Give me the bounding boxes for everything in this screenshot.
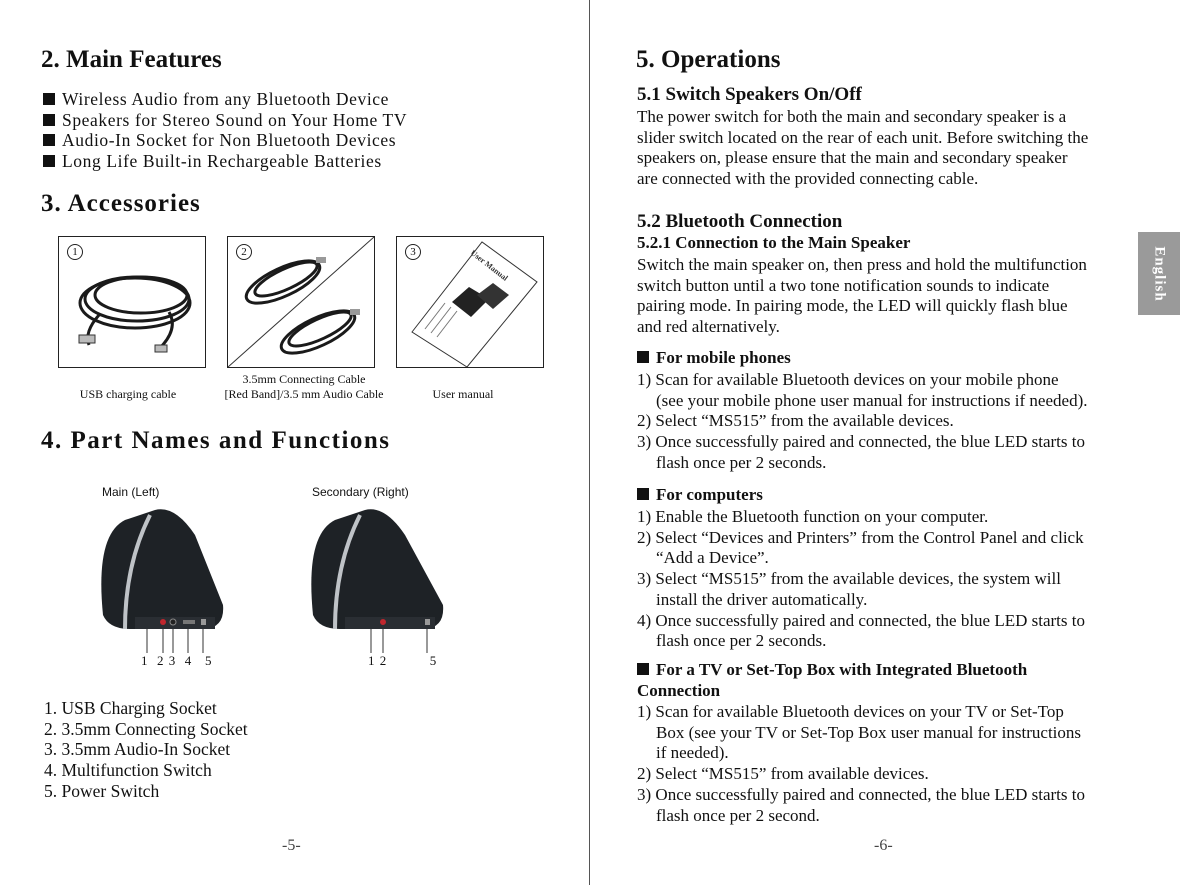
manual-cover-text: User Manual (468, 248, 510, 283)
accessory-number: 2 (236, 244, 252, 260)
accessory-number: 1 (67, 244, 83, 260)
part-item: 4. Multifunction Switch (44, 760, 212, 780)
feature-item: Speakers for Stereo Sound on Your Home TV (43, 110, 407, 131)
section-5-1-title: 5.1 Switch Speakers On/Off (637, 84, 862, 105)
square-bullet-icon (637, 351, 649, 363)
section-5-2-1-text: Switch the main speaker on, then press and hold the multifunction switch button until a two tone notification sounds to indicate pairing mode. In pairing mode, the LED will quickly flash blue and red alternatively. (637, 255, 1087, 337)
feature-item: Long Life Built-in Rechargeable Batteries (43, 151, 382, 172)
tv-heading: For a TV or Set-Top Box with Integrated Bluetooth (637, 660, 1027, 680)
accessory-number: 3 (405, 244, 421, 260)
page-number-right: -6- (874, 837, 893, 854)
accessory-usb-cable-image (58, 236, 206, 368)
part-item: 5. Power Switch (44, 781, 160, 801)
square-bullet-icon (43, 93, 55, 105)
accessory-connecting-cable-image (227, 236, 375, 368)
accessory-caption: USB charging cable (79, 387, 177, 401)
language-tab: English (1138, 232, 1180, 315)
square-bullet-icon (637, 663, 649, 675)
main-part-numbers: 1 2 3 4 5 (141, 653, 213, 668)
part-names-title: 4. Part Names and Functions (41, 427, 391, 454)
feature-item: Wireless Audio from any Bluetooth Device (43, 89, 389, 110)
secondary-speaker-image (305, 505, 455, 655)
usb-cable-icon (59, 237, 205, 367)
accessory-caption: User manual (432, 387, 494, 401)
square-bullet-icon (43, 134, 55, 146)
section-5-1-text: The power switch for both the main and secondary speaker is a slider switch located on the rear of each unit. Before switching the speakers on, please ensure that the main and secondary speaker are connected with the provided connecting cable. (637, 107, 1089, 189)
speaker-secondary-label: Secondary (Right) (312, 485, 409, 499)
computers-steps: 1) Enable the Bluetooth function on your computer. 2) Select “Devices and Printers” from the Control Panel and click “Add a Device”. 3) Select “MS515” from the available devices, the system will install the driver automatically. 4) Once successfully paired and connected, the blue LED starts to flash once per 2 seconds. (637, 507, 1085, 651)
part-item: 1. USB Charging Socket (44, 698, 217, 718)
section-5-2-title: 5.2 Bluetooth Connection (637, 211, 843, 232)
main-speaker-image (95, 505, 235, 655)
secondary-part-numbers: 1 2 5 (368, 653, 438, 668)
page-divider (589, 0, 590, 885)
page-number-left: -5- (282, 837, 301, 854)
square-bullet-icon (637, 488, 649, 500)
feature-item: Audio-In Socket for Non Bluetooth Devices (43, 130, 396, 151)
square-bullet-icon (43, 155, 55, 167)
computers-heading: For computers (637, 485, 763, 505)
main-features-title: 2. Main Features (41, 46, 222, 73)
tv-heading-line2: Connection (637, 681, 721, 700)
square-bullet-icon (43, 114, 55, 126)
part-item: 2. 3.5mm Connecting Socket (44, 719, 248, 739)
mobile-heading: For mobile phones (637, 348, 791, 368)
accessory-caption: [Red Band]/3.5 mm Audio Cable (224, 387, 384, 401)
accessory-caption: 3.5mm Connecting Cable (242, 372, 366, 386)
mobile-steps: 1) Scan for available Bluetooth devices on your mobile phone (see your mobile phone user manual for instructions if needed). 2) Select “MS515” from the available devices. 3) Once successfully paired and connected, the blue LED starts to flash once per 2 seconds. (637, 370, 1088, 472)
part-item: 3. 3.5mm Audio-In Socket (44, 739, 231, 759)
tv-steps: 1) Scan for available Bluetooth devices on your TV or Set-Top Box (see your TV or Set-Top Box user manual for instructions if needed). 2) Select “MS515” from available devices. 3) Once successfully paired and connected, the blue LED starts to flash once per 2 second. (637, 702, 1085, 825)
accessories-title: 3. Accessories (41, 190, 201, 217)
accessory-user-manual-image (396, 236, 544, 368)
audio-cable-icon (228, 237, 374, 367)
operations-title: 5. Operations (636, 46, 781, 73)
section-5-2-1-title: 5.2.1 Connection to the Main Speaker (637, 233, 911, 252)
speaker-main-label: Main (Left) (102, 485, 160, 499)
